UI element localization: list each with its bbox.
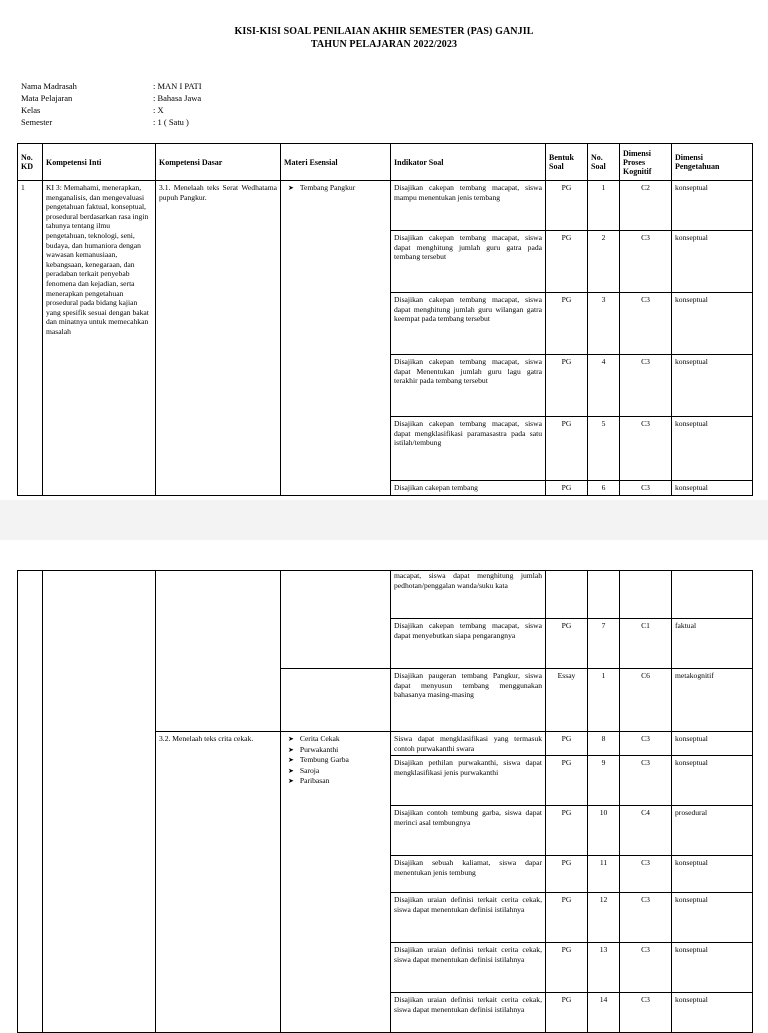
meta-row [21, 92, 202, 104]
cell-no-soal: 11 [588, 856, 620, 893]
cell-indikator: Disajikan sebuah kaliamat, siswa dapar menentukan jenis tembung [391, 856, 546, 893]
cell-no-kd: 1 [18, 181, 43, 496]
document-page-2 [0, 540, 768, 1024]
meta-label: Nama Madrasah [21, 81, 77, 91]
table-row [18, 181, 753, 231]
cell-pengetahuan: konseptual [672, 293, 753, 355]
meta-value: : 1 ( Satu ) [153, 117, 189, 127]
cell-proses: C4 [620, 806, 672, 856]
cell-pengetahuan: konseptual [672, 481, 753, 496]
cell-proses: C3 [620, 993, 672, 1033]
header-no-soal: No. Soal [588, 144, 620, 181]
cell-proses: C3 [620, 732, 672, 756]
meta-label: Kelas [21, 105, 41, 115]
cell-no-soal: 1 [588, 669, 620, 732]
materi-item: ➤ Tembung Garba [284, 755, 387, 766]
cell-bentuk: PG [546, 619, 588, 669]
cell-no-soal: 10 [588, 806, 620, 856]
cell-no-soal: 9 [588, 756, 620, 806]
cell-proses: C3 [620, 943, 672, 993]
meta-row [21, 116, 202, 128]
cell-bentuk: PG [546, 355, 588, 417]
header-indikator: Indikator Soal [391, 144, 546, 181]
cell-materi [281, 181, 391, 496]
kisi-kisi-table-continued [17, 570, 753, 1033]
cell-pengetahuan: faktual [672, 619, 753, 669]
cell-indikator: Disajikan uraian definisi terkait cerita cekak, siswa dapat menentukan definisi istilahnya [391, 943, 546, 993]
cell-no-soal: 6 [588, 481, 620, 496]
header-bentuk: Bentuk Soal [546, 144, 588, 181]
materi-item: ➤ Tembang Pangkur [284, 183, 387, 194]
table-header-row [18, 144, 753, 181]
cell-bentuk: PG [546, 893, 588, 943]
cell-pengetahuan: konseptual [672, 756, 753, 806]
cell-indikator: macapat, siswa dapat menghitung jumlah pedhotan/penggalan wanda/suku kata [391, 571, 546, 619]
cell-pengetahuan: konseptual [672, 893, 753, 943]
materi-item: ➤ Cerita Cekak [284, 734, 387, 745]
cell-indikator: Disajikan contoh tembung garba, siswa dapat merinci asal tembungnya [391, 806, 546, 856]
cell-pengetahuan: konseptual [672, 181, 753, 231]
cell-indikator: Siswa dapat mengklasifikasi yang termasuk contoh purwakanthi swara [391, 732, 546, 756]
cell-bentuk: PG [546, 481, 588, 496]
document-title: KISI-KISI SOAL PENILAIAN AKHIR SEMESTER (PAS) GANJIL [234, 26, 534, 37]
cell-indikator: Disajikan pethilan purwakanthi, siswa dapat mengklasifikasi jenis purwakanthi [391, 756, 546, 806]
materi-item: ➤ Saroja [284, 766, 387, 777]
cell-bentuk: PG [546, 732, 588, 756]
cell-proses: C3 [620, 355, 672, 417]
cell-no-soal: 2 [588, 231, 620, 293]
cell-pengetahuan: konseptual [672, 856, 753, 893]
cell-pengetahuan: konseptual [672, 993, 753, 1033]
header-kompetensi-dasar: Kompetensi Dasar [156, 144, 281, 181]
cell-no-soal: 8 [588, 732, 620, 756]
cell-no-soal: 7 [588, 619, 620, 669]
materi-item: ➤ Purwakanthi [284, 745, 387, 756]
cell-no-soal: 3 [588, 293, 620, 355]
cell-proses: C3 [620, 481, 672, 496]
cell-bentuk [546, 571, 588, 619]
cell-kompetensi-dasar: 3.1. Menelaah teks Serat Wedhatama pupuh Pangkur. [156, 181, 281, 496]
cell-indikator: Disajikan cakepan tembang macapat, siswa dapat menghitung jumlah guru gatra pada tembang tersebut [391, 231, 546, 293]
cell-no-soal: 5 [588, 417, 620, 481]
cell-kompetensi-dasar: 3.2. Menelaah teks crita cekak. [156, 732, 281, 1033]
meta-value: : Bahasa Jawa [153, 93, 202, 103]
materi-item: ➤ Paribasan [284, 776, 387, 787]
cell-materi [281, 732, 391, 1033]
cell-proses: C6 [620, 669, 672, 732]
cell-no-soal: 12 [588, 893, 620, 943]
cell-bentuk: PG [546, 756, 588, 806]
cell-indikator: Disajikan cakepan tembang macapat, siswa dapat mengklasifikasi paramasastra pada satu istilah/tembung [391, 417, 546, 481]
cell-indikator: Disajikan cakepan tembang macapat, siswa dapat Menentukan jumlah guru lagu gatra terakhir pada tembang tersebut [391, 355, 546, 417]
cell-no-soal: 1 [588, 181, 620, 231]
meta-label: Mata Pelajaran [21, 93, 73, 103]
cell-no-soal: 14 [588, 993, 620, 1033]
cell-no-soal [588, 571, 620, 619]
cell-bentuk: PG [546, 293, 588, 355]
cell-pengetahuan [672, 571, 753, 619]
cell-indikator: Disajikan cakepan tembang macapat, siswa dapat menyebutkan siapa pengarangnya [391, 619, 546, 669]
cell-pengetahuan: konseptual [672, 231, 753, 293]
cell-kompetensi-inti: KI 3: Memahami, menerapkan, menganalisis, dan mengevaluasi pengetahuan faktual, konseptual, prosedural berdasarkan rasa ingin tahunya tentang ilmu pengetahuan, teknologi, seni, budaya, dan humaniora dengan wawasan kemanusiaan, kebangsaan, kenegaraan, dan peradaban terkait penyebab fenomena dan kejadian, serta menerapkan pengetahuan prosedural pada bidang kajian yang spesifik sesuai dengan bakat dan minatnya untuk memecahkan masalah [43, 181, 156, 496]
header-no-kd: No. KD [18, 144, 43, 181]
cell-no-soal: 13 [588, 943, 620, 993]
cell-bentuk: PG [546, 231, 588, 293]
cell-proses: C3 [620, 893, 672, 943]
cell-pengetahuan: metakognitif [672, 669, 753, 732]
meta-row [21, 104, 202, 116]
meta-value: : MAN I PATI [153, 81, 202, 91]
cell-pengetahuan: konseptual [672, 732, 753, 756]
cell-indikator: Disajikan cakepan tembang macapat, siswa mampu menentukan jenis tembang [391, 181, 546, 231]
cell-pengetahuan: konseptual [672, 355, 753, 417]
cell-no-soal: 4 [588, 355, 620, 417]
cell-proses: C3 [620, 231, 672, 293]
cell-no-kd [18, 571, 43, 1033]
cell-proses: C3 [620, 756, 672, 806]
cell-pengetahuan: konseptual [672, 943, 753, 993]
cell-bentuk: PG [546, 806, 588, 856]
header-kompetensi-inti: Kompetensi Inti [43, 144, 156, 181]
identity-block [21, 80, 202, 128]
cell-materi [281, 571, 391, 669]
header-pengetahuan: Dimensi Pengetahuan [672, 144, 753, 181]
cell-bentuk: PG [546, 856, 588, 893]
cell-bentuk: PG [546, 943, 588, 993]
cell-proses: C3 [620, 293, 672, 355]
header-materi: Materi Esensial [281, 144, 391, 181]
document-subtitle: TAHUN PELAJARAN 2022/2023 [310, 39, 458, 50]
cell-proses: C1 [620, 619, 672, 669]
cell-kompetensi-dasar [156, 571, 281, 732]
cell-bentuk: Essay [546, 669, 588, 732]
cell-indikator: Disajikan uraian definisi terkait cerita cekak, siswa dapat menentukan definisi istilahnya [391, 893, 546, 943]
page-gap [0, 500, 768, 540]
cell-indikator: Disajikan uraian definisi terkait cerita cekak, siswa dapat menentukan definisi istilahnya [391, 993, 546, 1033]
cell-proses: C3 [620, 856, 672, 893]
cell-materi [281, 669, 391, 732]
table-row [18, 571, 753, 619]
cell-indikator: Disajikan paugeran tembang Pangkur, siswa dapat menyusun tembang menggunakan bahasanya masing-masing [391, 669, 546, 732]
cell-bentuk: PG [546, 181, 588, 231]
cell-pengetahuan: prosedural [672, 806, 753, 856]
meta-value: : X [153, 105, 164, 115]
cell-bentuk: PG [546, 417, 588, 481]
cell-indikator: Disajikan cakepan tembang [391, 481, 546, 496]
cell-pengetahuan: konseptual [672, 417, 753, 481]
document-page-1 [0, 0, 768, 510]
cell-kompetensi-inti [43, 571, 156, 1033]
cell-proses: C3 [620, 417, 672, 481]
cell-indikator: Disajikan cakepan tembang macapat, siswa dapat menghitung jumlah guru wilangan gatra keempat pada tembang tersebut [391, 293, 546, 355]
header-proses: Dimensi Proses Kognitif [620, 144, 672, 181]
cell-proses: C2 [620, 181, 672, 231]
meta-row [21, 80, 202, 92]
meta-label: Semester [21, 117, 53, 127]
cell-proses [620, 571, 672, 619]
cell-bentuk: PG [546, 993, 588, 1033]
kisi-kisi-table [17, 143, 753, 496]
